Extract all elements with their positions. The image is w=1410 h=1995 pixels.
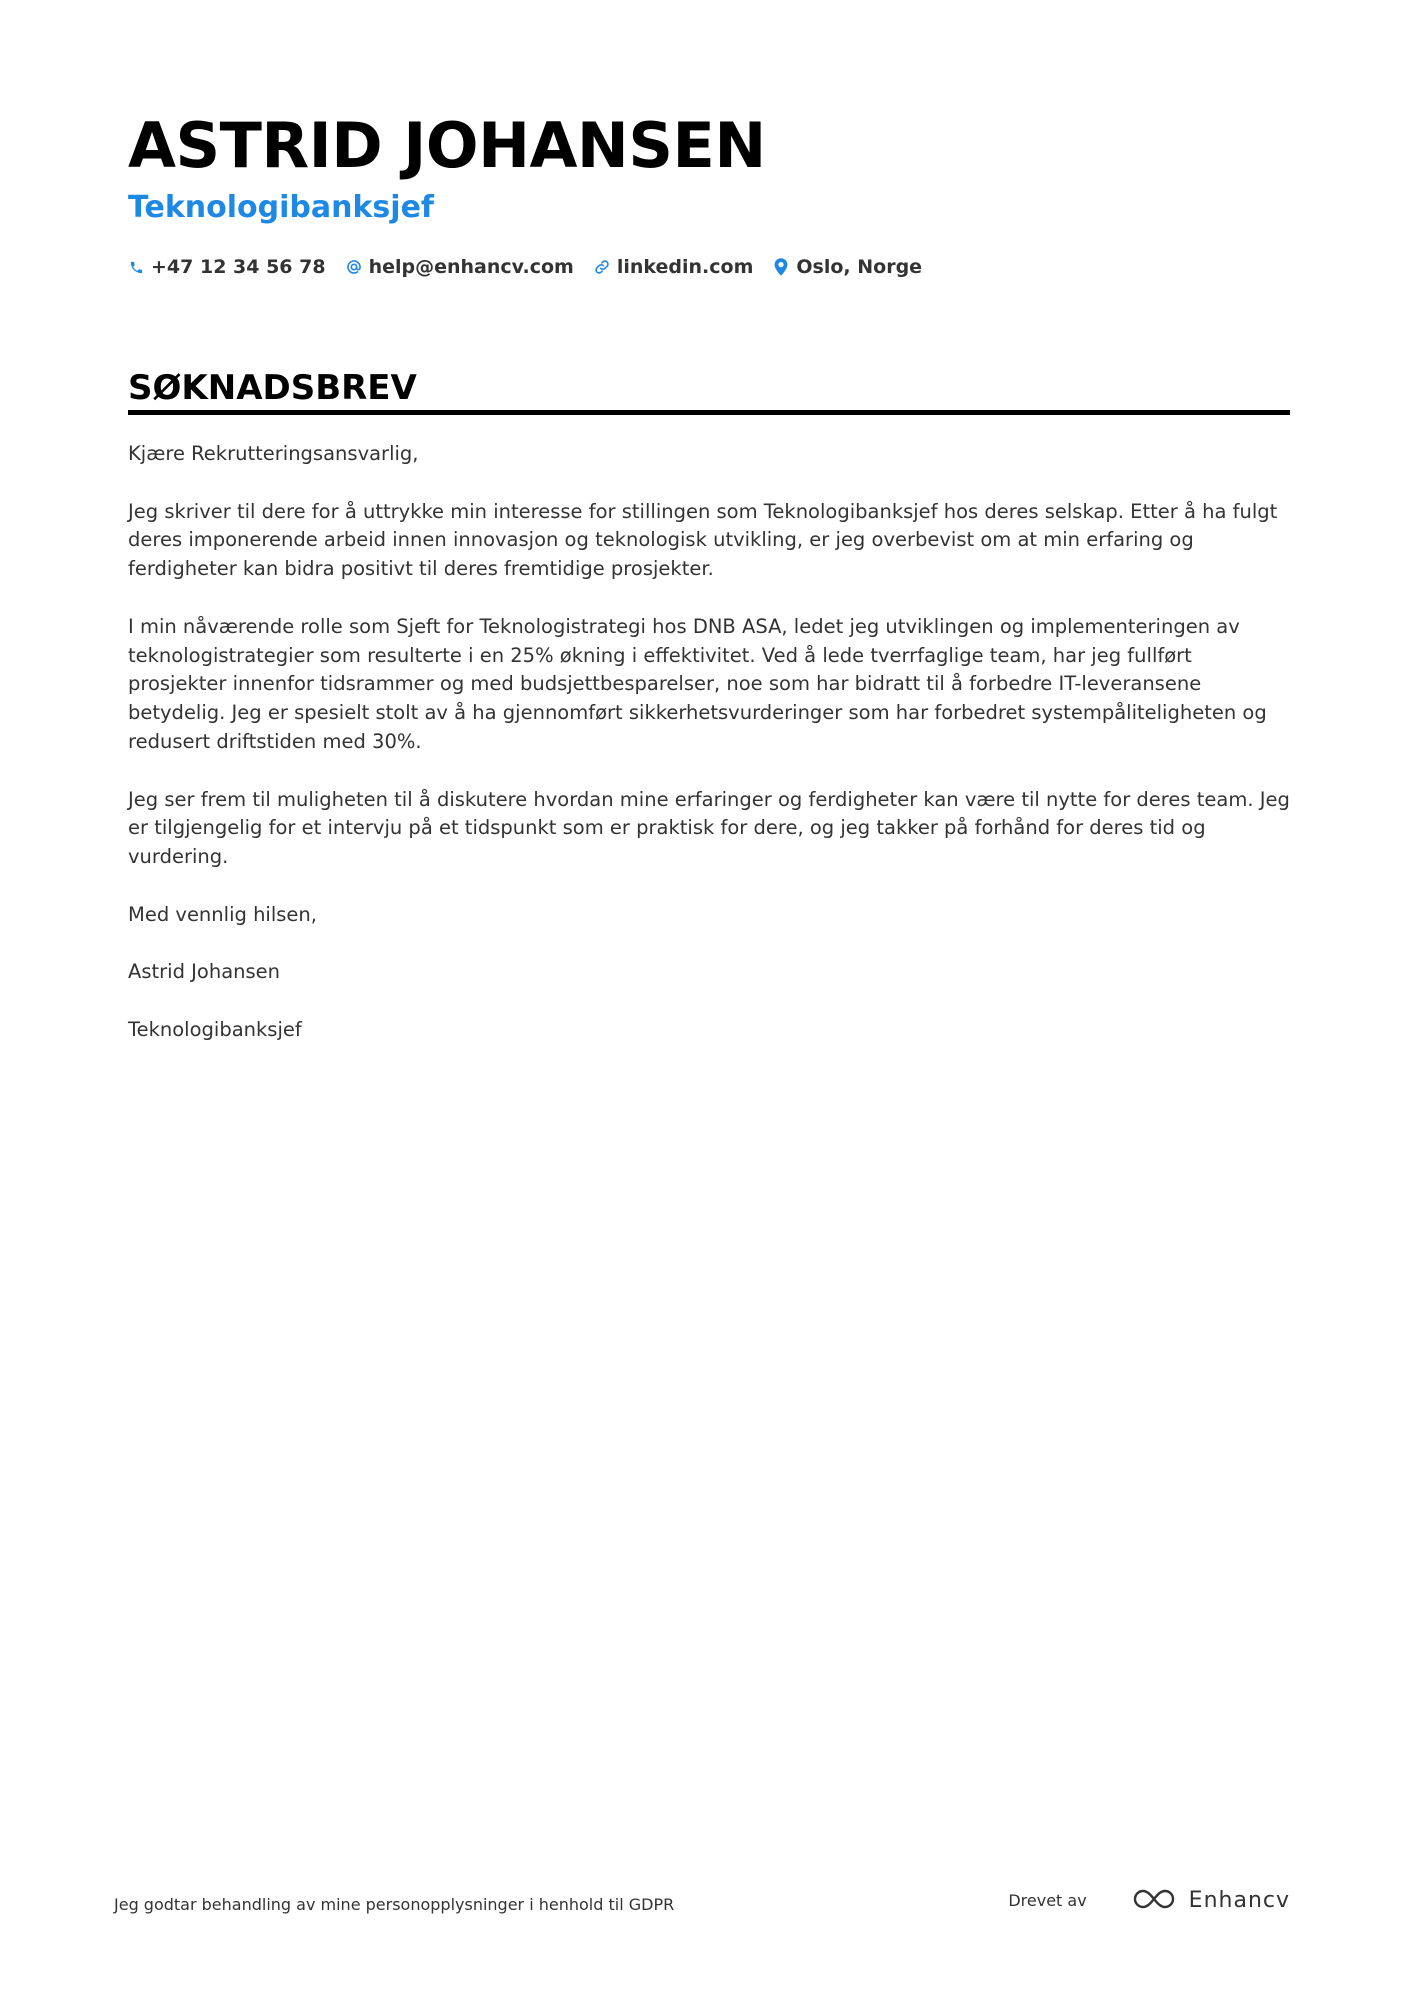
contact-phone xyxy=(128,252,326,282)
letter-paragraph-experience: I min nåværende rolle som Sjeft for Teknologistrategi hos DNB ASA, ledet jeg utviklingen og implementeringen av teknologistrategier som resulterte i en 25% økning i effektivitet. Ved å lede tverrfaglige team, har jeg fullført prosjekter innenfor tidsrammer og med budsjettbesparelser, noe som har bidratt til å forbedre IT-leveransene betydelig. Jeg er spesielt stolt av å ha gjennomført sikkerhetsvurderinger som har forbedret systempåliteligheten og redusert driftstiden med 30%. xyxy=(128,614,1267,753)
letter-body xyxy=(128,440,1290,1074)
contact-linkedin[interactable] xyxy=(594,252,754,282)
brand-logo[interactable] xyxy=(1131,1886,1290,1916)
contact-phone-text: +47 12 34 56 78 xyxy=(151,256,326,278)
infinity-logo-icon xyxy=(1131,1887,1177,1916)
section-divider xyxy=(128,410,1290,415)
contact-linkedin-text[interactable]: linkedin.com xyxy=(616,256,754,278)
gdpr-notice: Jeg godtar behandling av mine personopplysninger i henhold til GDPR xyxy=(114,1895,675,1914)
contact-location-text: Oslo, Norge xyxy=(796,256,923,278)
letter-signoff: Med vennlig hilsen, xyxy=(128,902,317,926)
applicant-name: ASTRID JOHANSEN xyxy=(128,109,766,182)
letter-signature-name: Astrid Johansen xyxy=(128,960,281,984)
at-icon xyxy=(346,258,362,276)
letter-paragraph-intro: Jeg skriver til dere for å uttrykke min interesse for stillingen som Teknologibanksjef hos deres selskap. Etter å ha fulgt deres imponerende arbeid innen innovasjon og teknologisk utvikling, er jeg overbevist om at min erfaring og ferdigheter kan bidra positivt til deres fremtidige prosjekter. xyxy=(128,499,1278,581)
letter-paragraph-closing: Jeg ser frem til muligheten til å diskutere hvordan mine erfaringer og ferdigheter kan være til nytte for deres team. Jeg er tilgjengelig for et intervju på et tidspunkt som er praktisk for dere, og jeg takker på forhånd for deres tid og vurdering. xyxy=(128,787,1290,869)
powered-by-label: Drevet av xyxy=(1008,1891,1087,1910)
link-icon xyxy=(594,258,610,276)
powered-by xyxy=(1008,1886,1290,1916)
applicant-title: Teknologibanksjef xyxy=(128,190,434,225)
letter-signature-title: Teknologibanksjef xyxy=(128,1017,302,1041)
contact-email-text[interactable]: help@enhancv.com xyxy=(368,256,574,278)
letter-salutation: Kjære Rekrutteringsansvarlig, xyxy=(128,442,419,465)
contact-location xyxy=(773,252,922,282)
section-title: SØKNADSBREV xyxy=(128,368,417,408)
contact-email[interactable] xyxy=(346,252,574,282)
phone-icon xyxy=(128,258,144,276)
location-pin-icon xyxy=(773,258,789,276)
brand-name: Enhancv xyxy=(1188,1888,1290,1913)
contact-row xyxy=(128,252,922,282)
